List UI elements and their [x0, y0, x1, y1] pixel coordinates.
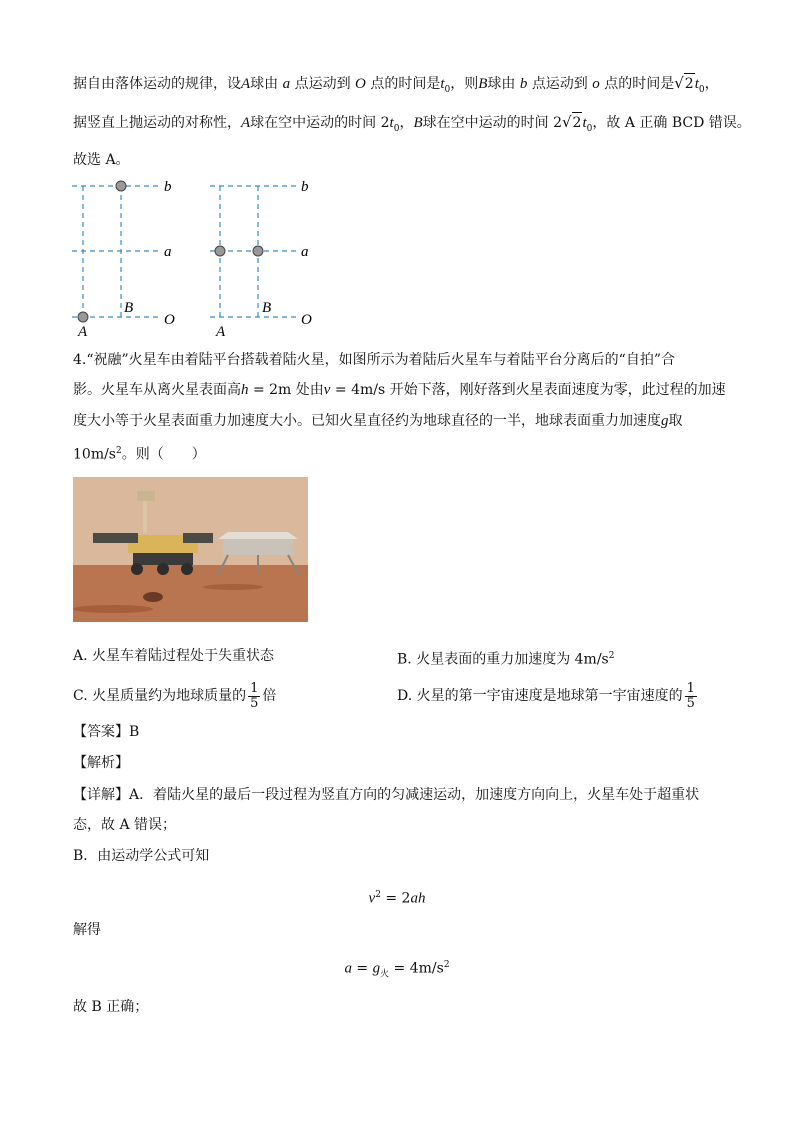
- ball-A-right: [215, 246, 225, 256]
- text: 点运动到: [294, 76, 351, 92]
- question-number: 4.: [73, 352, 87, 368]
- var-t0: t: [440, 76, 445, 92]
- detail-line-1: 【详解】A．着陆火星的最后一段过程为竖直方向的匀减速运动，加速度方向向上，火星车处于超重状: [73, 787, 700, 803]
- text: 球由: [250, 76, 279, 92]
- motion-diagram: [60, 172, 330, 342]
- conclusion: 故 B 正确；: [73, 999, 149, 1015]
- var-B: B: [478, 76, 488, 92]
- var-o: o: [592, 76, 600, 92]
- text: 影。火星车从离火星表面高: [73, 382, 241, 398]
- sqrt-symbol: √: [561, 113, 572, 131]
- text: = 4m/s: [389, 960, 444, 977]
- text: = 2: [380, 890, 411, 907]
- var-t0: t: [694, 76, 699, 92]
- label-B: B: [124, 300, 134, 316]
- label-a: a: [164, 244, 172, 260]
- label-A: A: [78, 324, 88, 340]
- text: ，故 A 正确 BCD 错误。: [592, 115, 751, 131]
- text: 球由: [487, 76, 516, 92]
- text: ，则: [450, 76, 479, 92]
- text: 。则（ ）: [121, 446, 206, 463]
- superscript: 2: [443, 960, 450, 970]
- fraction: [248, 682, 260, 711]
- question-line-2: [73, 380, 726, 400]
- var-b: b: [519, 76, 528, 92]
- text: 倍: [262, 688, 277, 704]
- superscript: 2: [116, 446, 122, 456]
- text: 球在空中运动的时间: [422, 115, 549, 131]
- text: B. 火星表面的重力加速度为 4m/s: [397, 651, 609, 668]
- label-O: O: [164, 312, 175, 328]
- label-b: b: [164, 179, 172, 195]
- var-a: a: [282, 76, 291, 92]
- sqrt-value: 2: [572, 112, 583, 133]
- label-b: b: [301, 179, 309, 195]
- text: = 2m 处由: [248, 382, 324, 398]
- rover-scene: [73, 477, 308, 622]
- var-A: A: [241, 115, 251, 131]
- choose-line: 故选 A。: [73, 152, 130, 168]
- question-line-4: [73, 441, 206, 465]
- detail-line-2: 态，故 A 错误；: [73, 817, 177, 833]
- sqrt-symbol: √: [674, 74, 684, 92]
- ball-B-right: [253, 246, 263, 256]
- option-A: A. 火星车着陆过程处于失重状态: [73, 648, 275, 664]
- label-a: a: [301, 244, 309, 260]
- var-h: h: [417, 890, 426, 907]
- text: 球在空中运动的时间 2: [250, 115, 390, 131]
- superscript: 2: [375, 890, 381, 900]
- var-t0: t: [582, 115, 587, 131]
- text: “祝融”火星车由着陆平台搭载着陆火星，如图所示为着陆后火星车与着陆平台分离后的“自拍”合: [86, 352, 675, 368]
- question-line-1: [73, 350, 675, 370]
- var-v: v: [323, 382, 331, 398]
- numerator: 1: [250, 680, 259, 696]
- option-C: [73, 678, 276, 714]
- mars-rover-photo: [73, 477, 308, 622]
- text: ，: [704, 76, 719, 92]
- var-t0: t: [389, 115, 394, 131]
- var-g: g: [661, 413, 669, 429]
- label-A: A: [216, 324, 226, 340]
- var-a: a: [410, 890, 418, 907]
- text: 据竖直上抛运动的对称性，: [73, 115, 241, 131]
- fraction: [685, 682, 697, 711]
- denominator: 5: [686, 695, 695, 711]
- answer-label: 【答案】B: [73, 724, 140, 740]
- var-a: a: [344, 960, 352, 977]
- label-B: B: [262, 300, 272, 316]
- equation-1: [0, 885, 794, 909]
- text: 点的时间是: [604, 76, 675, 92]
- var-B: B: [413, 115, 423, 131]
- option-D: [397, 678, 699, 714]
- solve-label: 解得: [73, 922, 101, 938]
- text: = 4m/s 开始下落，刚好落到火星表面速度为零，此过程的加速: [330, 382, 726, 398]
- var-h: h: [241, 382, 249, 398]
- var-g: g: [372, 960, 381, 977]
- detail-line-3: B．由运动学公式可知: [73, 848, 210, 864]
- subscript: 火: [380, 969, 390, 980]
- option-B: [397, 646, 614, 670]
- solution-line-2: 据竖直上抛运动的对称性，A球在空中运动的时间 $2t_0$，B球在空中运动的时间 $2√2t_0$，故 A 正确 BCD 错误。: [73, 113, 751, 134]
- superscript: 2: [608, 651, 615, 661]
- left-grid: [72, 186, 160, 317]
- denominator: 5: [250, 695, 259, 711]
- text: =: [351, 960, 373, 977]
- text: 度大小等于火星表面重力加速度大小。已知火星直径约为地球直径的一半，地球表面重力加速度: [73, 413, 661, 429]
- ball-B-left: [116, 181, 126, 191]
- sqrt-value: 2: [684, 73, 695, 94]
- text: 10m/s: [73, 446, 116, 463]
- coef: 2: [553, 115, 562, 131]
- text: 据自由落体运动的规律，设: [73, 76, 241, 92]
- var-O: O: [355, 76, 366, 92]
- numerator: 1: [686, 680, 695, 696]
- text: 取: [668, 413, 683, 429]
- text: 点运动到: [531, 76, 588, 92]
- solution-line-1: 据自由落体运动的规律，设A球由 a 点运动到 O 点的时间是$t_0$，则B球由 b 点运动到 o 点的时间是$√2t_0$，: [73, 74, 719, 95]
- text: 点的时间是: [370, 76, 441, 92]
- var-v: v: [368, 890, 376, 907]
- label-O: O: [301, 312, 312, 328]
- question-line-3: [73, 411, 683, 431]
- analysis-label: 【解析】: [73, 755, 129, 771]
- text: C. 火星质量约为地球质量的: [73, 688, 247, 704]
- text: ，: [399, 115, 414, 131]
- ball-A-left: [78, 312, 88, 322]
- var-A: A: [241, 76, 251, 92]
- equation-2: [0, 955, 794, 984]
- text: D. 火星的第一宇宙速度是地球第一宇宙速度的: [397, 688, 683, 704]
